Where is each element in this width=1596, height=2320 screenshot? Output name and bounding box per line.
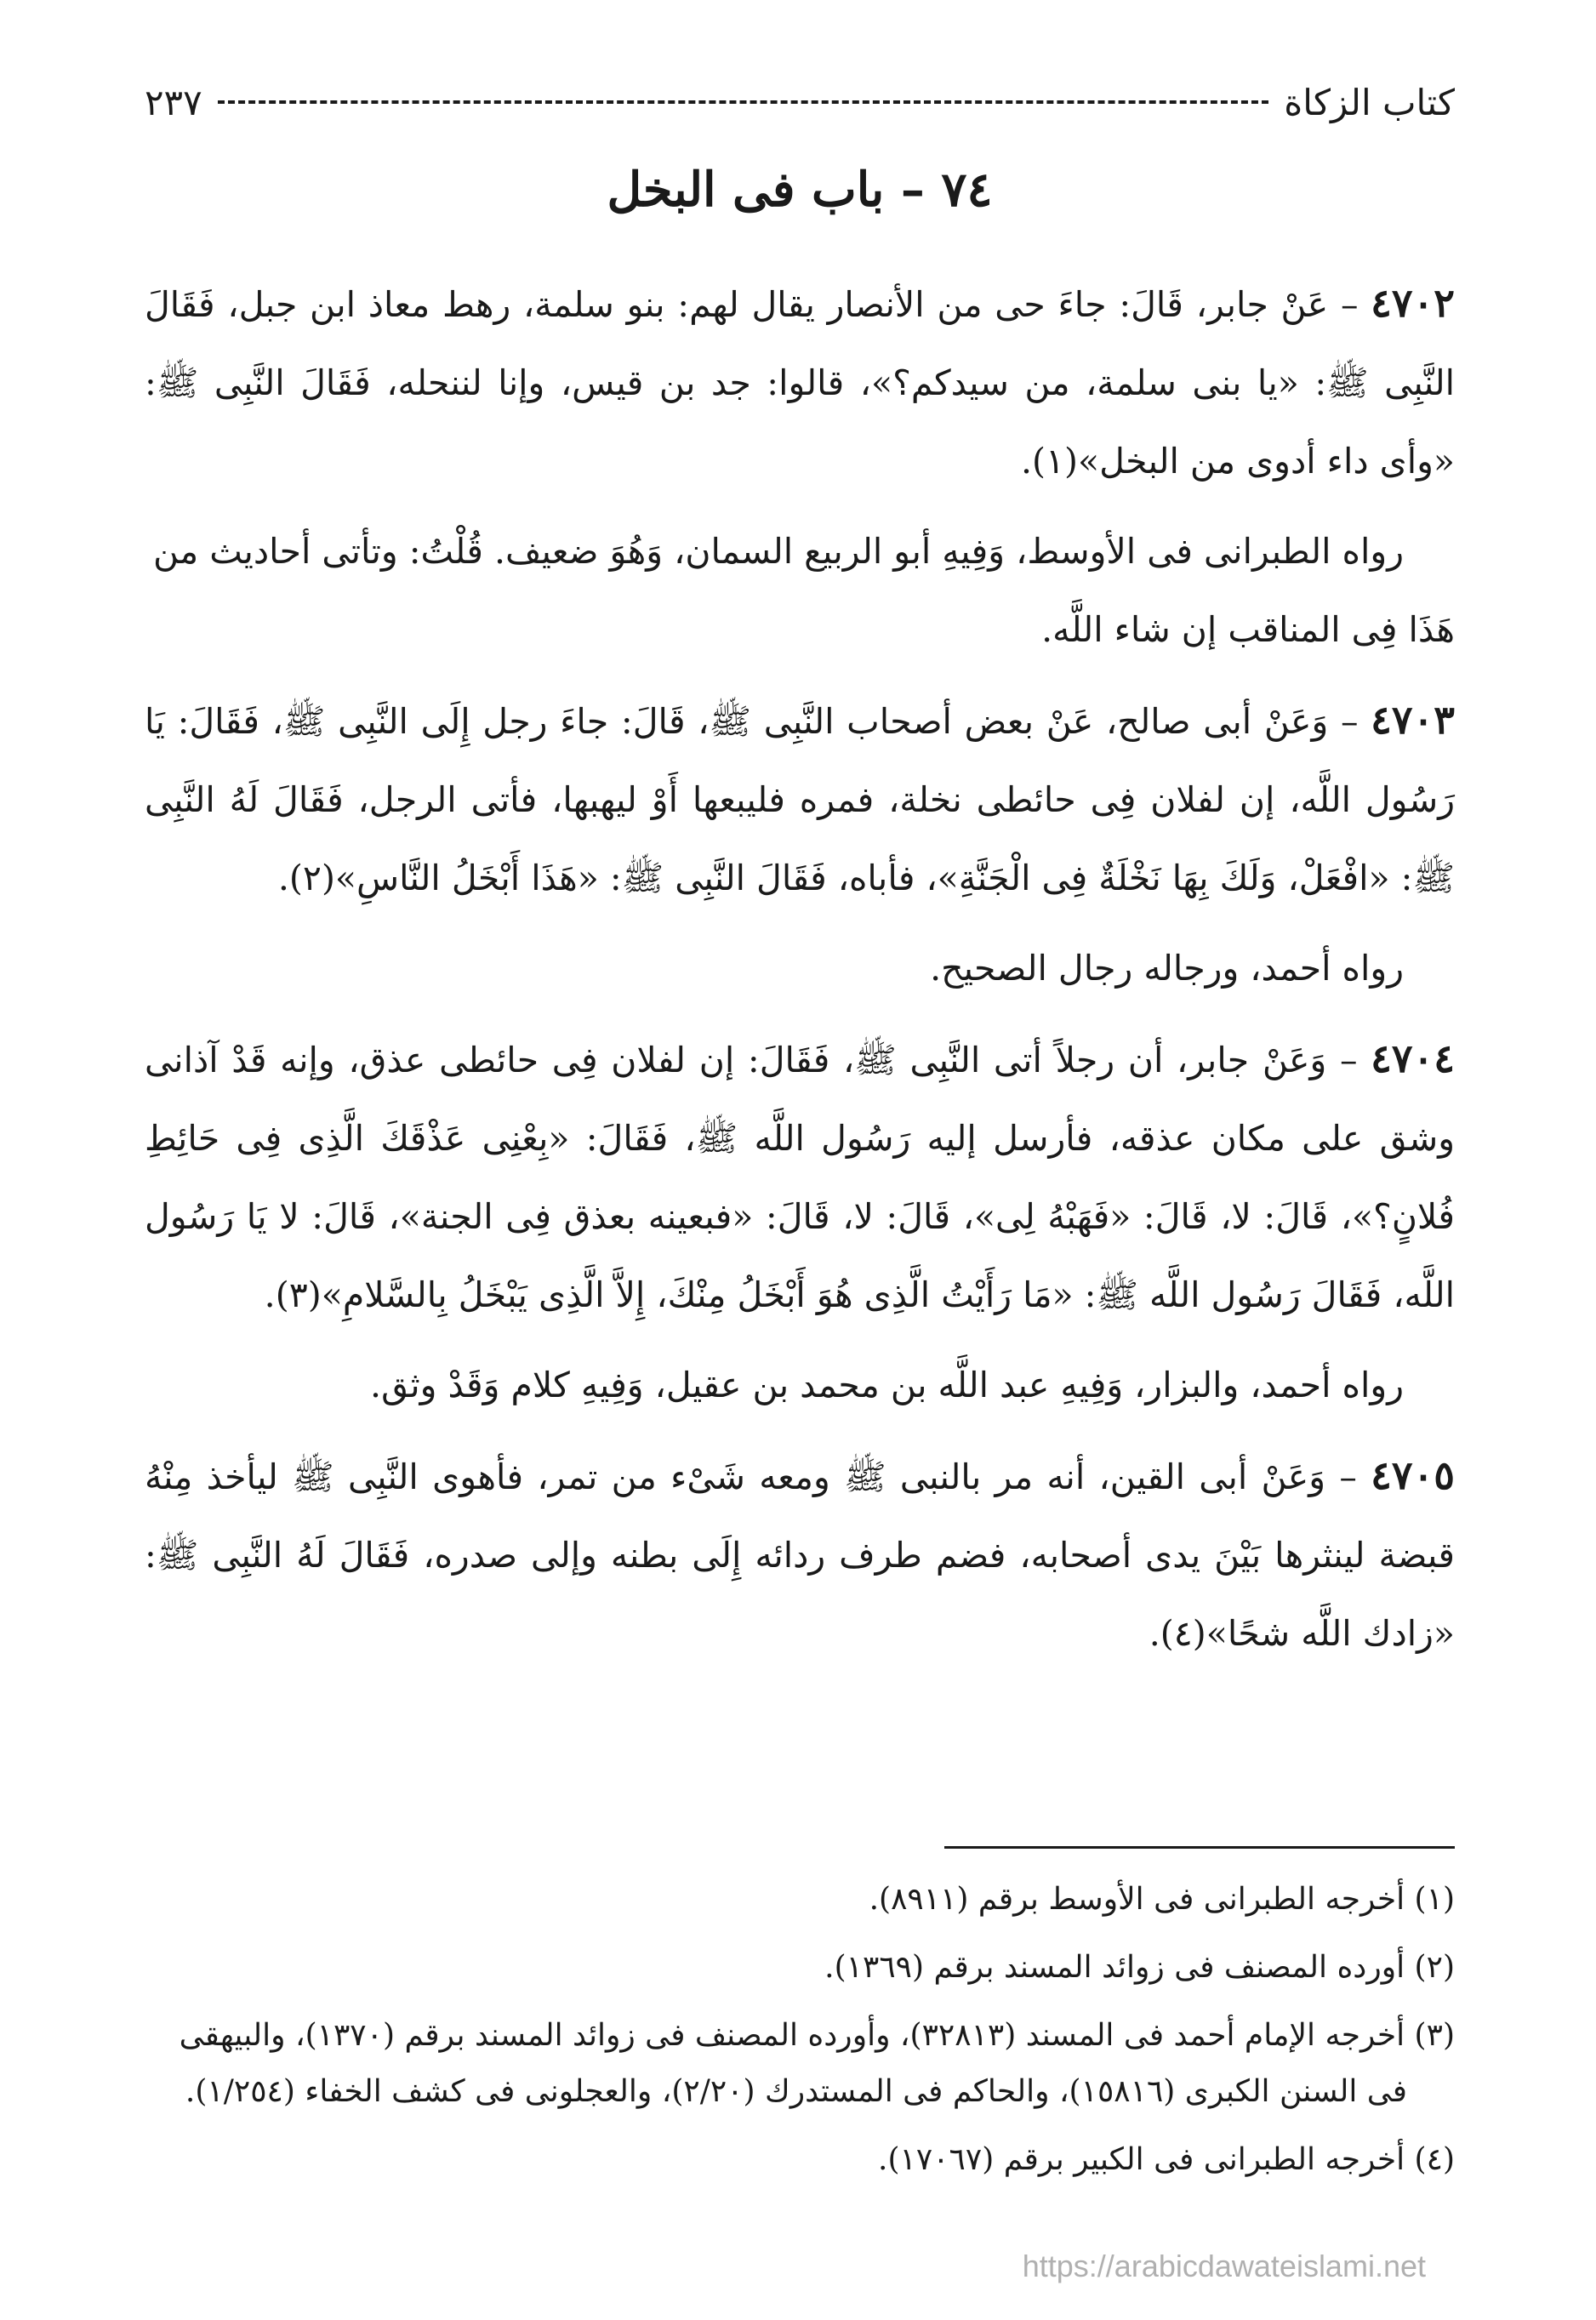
book-page [145,60,1455,2289]
hadith-source: رواه أحمد، ورجاله رجال الصحيح. [930,948,1404,989]
footnote-3: (٣) أخرجه الإمام أحمد فى المسند (٣٢٨١٣)، وأورده المصنف فى زوائد المسند برقم (١٣٧٠)، والبيهقى فى السنن الكبرى (١٥٨١٦)، والحاكم فى المستدرك (٢/٢٠)، والعجلونى فى كشف الخفاء (١/٢٥٤). [179,2018,1455,2109]
hadith-text: – وَعَنْ جابر، أن رجلاً أتى النَّبِى ﷺ، فَقَالَ: إن لفلان فِى حائطى عذق، وإنه قَدْ آذانى وشق على مكان عذقه، فأرسل إليه رَسُول اللَّه ﷺ، فَقَالَ: «بِعْنِى عَذْقَكَ الَّذِى فِى حَائِطِ فُلانٍ؟»، قَالَ: لا، قَالَ: «فَهَبْهُ لِى»، قَالَ: لا، قَالَ: «فبعينه بعذق فِى الجنة»، قَالَ: لا يَا رَسُول اللَّه، فَقَالَ رَسُول اللَّه ﷺ: «مَا رَأَيْتُ الَّذِى هُوَ أَبْخَلُ مِنْكَ، إِلاَّ الَّذِى يَبْخَلُ بِالسَّلامِ»(٣). [145,1040,1455,1315]
running-header [145,77,1455,128]
hadith-text: – وَعَنْ أبى القين، أنه مر بالنبى ﷺ ومعه شَىْء من تمر، فأهوى النَّبِى ﷺ ليأخذ مِنْهُ قبضة لينثرها بَيْنَ يدى أصحابه، فضم طرف ردائه إِلَى بطنه وإلى صدره، فَقَالَ لَهُ النَّبِى ﷺ: «زادك اللَّه شحًا»(٤). [145,1456,1455,1654]
header-divider [218,100,1269,104]
footnotes [145,1872,1455,2200]
footnote-2: (٢) أورده المصنف فى زوائد المسند برقم (١٣٦٩). [824,1950,1455,1985]
hadith-4703 [145,681,1455,917]
hadith-source: رواه أحمد، والبزار، وَفِيهِ عبد اللَّه بن محمد بن عقيل، وَفِيهِ كلام وَقَدْ وثق. [370,1365,1404,1405]
chapter-title: ٧٤ – باب فى البخل [607,162,993,218]
hadith-number: ٤٧٠٣ [1371,697,1455,743]
hadith-4705 [145,1436,1455,1673]
hadith-number: ٤٧٠٥ [1371,1452,1455,1498]
hadith-number: ٤٧٠٢ [1371,280,1455,326]
hadith-4704 [145,1019,1455,1334]
page-number: ٢٣٧ [145,81,202,123]
hadith-source: رواه الطبرانى فى الأوسط، وَفِيهِ أبو الربيع السمان، وَهُوَ ضعيف. قُلْتُ: وتأتى أحاديث من هَذَا فِى المناقب إن شاء اللَّه. [153,531,1455,650]
hadith-text: – عَنْ جابر، قَالَ: جاءَ حى من الأنصار يقال لهم: بنو سلمة، رهط معاذ ابن جبل، فَقَالَ النَّبِى ﷺ: «يا بنى سلمة، من سيدكم؟»، قالوا: جد بن قيس، وإنا لننحله، فَقَالَ النَّبِى ﷺ: «وأى داء أدوى من البخل»(١). [145,284,1455,482]
footnote-separator [944,1846,1455,1849]
hadith-4702 [145,264,1455,500]
page-body [145,264,1455,1684]
watermark-url: https://arabicdawateislami.net [1022,2249,1426,2283]
footnote-4: (٤) أخرجه الطبرانى فى الكبير برقم (١٧٠٦٧). [878,2142,1455,2177]
hadith-number: ٤٧٠٤ [1371,1035,1455,1081]
footnote-1: (١) أخرجه الطبرانى فى الأوسط برقم (٨٩١١). [869,1882,1455,1917]
book-title: كتاب الزكاة [1284,81,1455,123]
hadith-text: – وَعَنْ أبى صالح، عَنْ بعض أصحاب النَّبِى ﷺ، قَالَ: جاءَ رجل إِلَى النَّبِى ﷺ، فَقَالَ: يَا رَسُول اللَّه، إن لفلان فِى حائطى نخلة، فمره فليبعها أَوْ ليهبها، فأتى الرجل، فَقَالَ لَهُ النَّبِى ﷺ: «افْعَلْ، وَلَكَ بِهَا نَخْلَةٌ فِى الْجَنَّةِ»، فأباه، فَقَالَ النَّبِى ﷺ: «هَذَا أَبْخَلُ النَّاسِ»(٢). [145,701,1455,898]
